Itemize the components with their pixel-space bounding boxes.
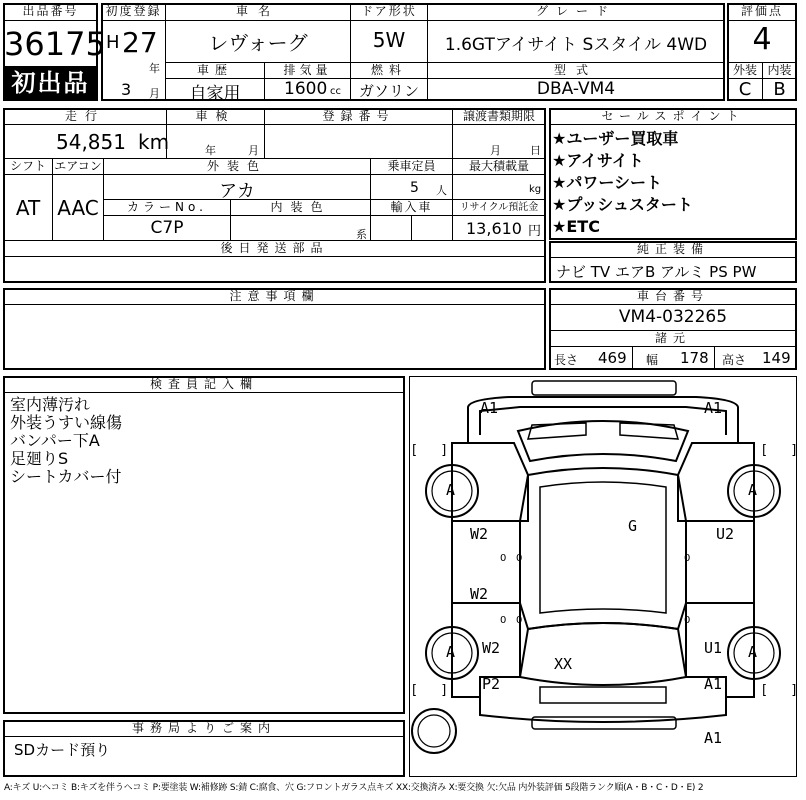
notes-label: 注意事項欄	[229, 289, 320, 303]
bracket-marker: [ ]	[412, 443, 457, 458]
mark-front-left: A1	[480, 399, 499, 417]
bracket-marker: [ ]	[412, 683, 457, 698]
mark-door-front-right: U2	[716, 525, 735, 543]
mileage-unit: km	[138, 130, 170, 154]
transfer-deadline-label: 譲渡書類期限	[462, 109, 535, 123]
exterior-grade: C	[738, 79, 752, 100]
mark-wheel-rear-right: A	[748, 643, 758, 661]
car-outline	[410, 377, 796, 776]
mileage: 54,851	[56, 130, 126, 154]
door-type: 5W	[372, 28, 406, 52]
inspection-year-unit: 年	[205, 144, 216, 157]
transfer-day-unit: 日	[530, 144, 541, 157]
displacement-label: 排気量	[283, 63, 332, 77]
length-label: 長さ	[554, 353, 579, 367]
mark-quarter-left: W2	[482, 639, 501, 657]
interior-color-label: 内装色	[270, 200, 331, 214]
lot-number-label: 出品番号	[22, 4, 79, 18]
aircon: AAC	[57, 196, 99, 220]
displacement-unit: cc	[330, 86, 341, 97]
inspector-note: 外装うすい線傷	[10, 413, 123, 432]
mark-quarter-right: U1	[704, 639, 723, 657]
aircon-label: エアコン	[54, 159, 102, 173]
equipment-value: ナビ TV エアB アルミ PS PW	[556, 263, 757, 281]
inspector-note: 足廻りS	[10, 449, 69, 468]
grade: 1.6GTアイサイト Sスタイル 4WD	[444, 35, 708, 55]
mark-door-front-left: W2	[470, 525, 489, 543]
sales-point-item: ★パワーシート	[552, 173, 663, 192]
bracket-marker: [ ]	[762, 683, 806, 698]
exterior-color-label: 外装色	[206, 159, 267, 173]
sales-points-label: セールスポイント	[601, 109, 745, 123]
mark-wheel-front-right: A	[748, 481, 758, 499]
car-name-label: 車名	[235, 4, 280, 18]
inspection-month-unit: 月	[248, 144, 259, 157]
recycle-deposit-label: リサイクル預託金	[459, 202, 539, 213]
fuel-label: 燃料	[370, 63, 407, 77]
length: 469	[598, 349, 627, 367]
import-label: 輸入車	[390, 200, 433, 214]
chassis-number: VM4-032265	[618, 307, 728, 327]
sales-point-item: ★ユーザー買取車	[552, 129, 679, 148]
chassis-number-label: 車台番号	[636, 289, 709, 303]
mark-trunk: XX	[554, 655, 573, 673]
mark-rear-bumper: A1	[704, 729, 723, 747]
history-label: 車歴	[196, 63, 233, 77]
displacement: 1600	[284, 79, 328, 99]
sales-point-item: ★プッシュスタート	[552, 195, 693, 214]
height: 149	[762, 349, 791, 367]
recycle-deposit: 13,610	[466, 219, 522, 238]
interior-grade-label: 内装	[767, 63, 792, 77]
overall-score: 4	[752, 22, 772, 57]
bracket-marker: [ ]	[762, 443, 806, 458]
office-note: SDカード預り	[14, 741, 111, 759]
score-label: 評価点	[740, 4, 783, 18]
legend: A:キズ U:ヘコミ B:キズを伴うヘコミ P:要塗装 W:補修跡 S:錆 C:腐食、穴 G:フロントガラス点キズ XX:交換済み X:要交換 欠:欠品 内外装評価 5段階ランク順(A・B・C・D・E) 2	[4, 783, 704, 793]
exterior-grade-label: 外装	[732, 63, 757, 77]
transfer-month-unit: 月	[490, 144, 501, 157]
lot-number: 36175	[4, 25, 106, 63]
registration-month: 3	[121, 80, 132, 99]
model-code: DBA-VM4	[536, 79, 616, 99]
later-parts-label: 後日発送部品	[220, 241, 329, 255]
first-listing-badge: 初出品	[4, 66, 97, 100]
mark-rear-left: P2	[482, 675, 501, 693]
color-number-label: カラーNo.	[127, 200, 207, 214]
width: 178	[680, 349, 709, 367]
model-code-label: 型式	[553, 63, 598, 77]
zero-marker: 0	[516, 553, 523, 564]
fuel: ガソリン	[358, 82, 419, 100]
mark-wheel-front-left: A	[446, 481, 456, 499]
door-type-label: ドア形状	[361, 4, 417, 18]
sales-point-item: ★アイサイト	[552, 151, 644, 170]
grade-label: グレード	[535, 4, 616, 18]
recycle-deposit-unit: 円	[528, 224, 542, 239]
interior-color-unit: 系	[356, 228, 367, 241]
month-unit: 月	[149, 87, 160, 100]
equipment-label: 純正装備	[636, 242, 709, 256]
shift-label: シフト	[9, 159, 46, 173]
office-label: 事務局よりご案内	[131, 721, 276, 735]
spec-label: 諸元	[654, 331, 691, 345]
inspector-note: シートカバー付	[10, 467, 122, 486]
inspection-label: 車検	[195, 109, 236, 123]
inspector-note: 室内薄汚れ	[10, 395, 91, 414]
mark-door-rear-left: W2	[470, 585, 489, 603]
inspector-note: バンパー下A	[10, 431, 100, 450]
year-unit: 年	[149, 62, 160, 75]
damage-diagram	[409, 376, 806, 777]
zero-marker: 0	[500, 553, 507, 564]
capacity-label: 乗車定員	[387, 159, 436, 173]
car-name: レヴォーグ	[208, 31, 308, 55]
shift: AT	[15, 196, 41, 220]
zero-marker: 0	[684, 553, 691, 564]
registration-year: 27	[122, 26, 158, 59]
mark-rear-right: A1	[704, 675, 723, 693]
capacity: 5	[410, 180, 419, 196]
inspector-label: 検査員記入欄	[149, 377, 258, 391]
capacity-unit: 人	[436, 184, 447, 197]
zero-marker: 0	[516, 615, 523, 626]
zero-marker: 0	[684, 615, 691, 626]
sales-point-item: ★ETC	[552, 217, 600, 236]
mark-roof: G	[628, 517, 638, 535]
era: H	[106, 32, 120, 53]
mileage-label: 走行	[64, 109, 105, 123]
max-load-unit: kg	[529, 184, 542, 195]
color-number: C7P	[150, 218, 184, 238]
first-registration-label: 初度登録	[105, 4, 162, 18]
height-label: 高さ	[722, 353, 747, 367]
interior-grade: B	[773, 79, 786, 100]
history: 自家用	[189, 84, 241, 104]
max-load-label: 最大積載量	[468, 159, 529, 173]
registration-number-label: 登録番号	[322, 109, 395, 123]
mark-wheel-rear-left: A	[446, 643, 456, 661]
mark-front-right: A1	[704, 399, 723, 417]
exterior-color: アカ	[219, 181, 255, 202]
width-label: 幅	[646, 353, 659, 367]
zero-marker: 0	[500, 615, 507, 626]
